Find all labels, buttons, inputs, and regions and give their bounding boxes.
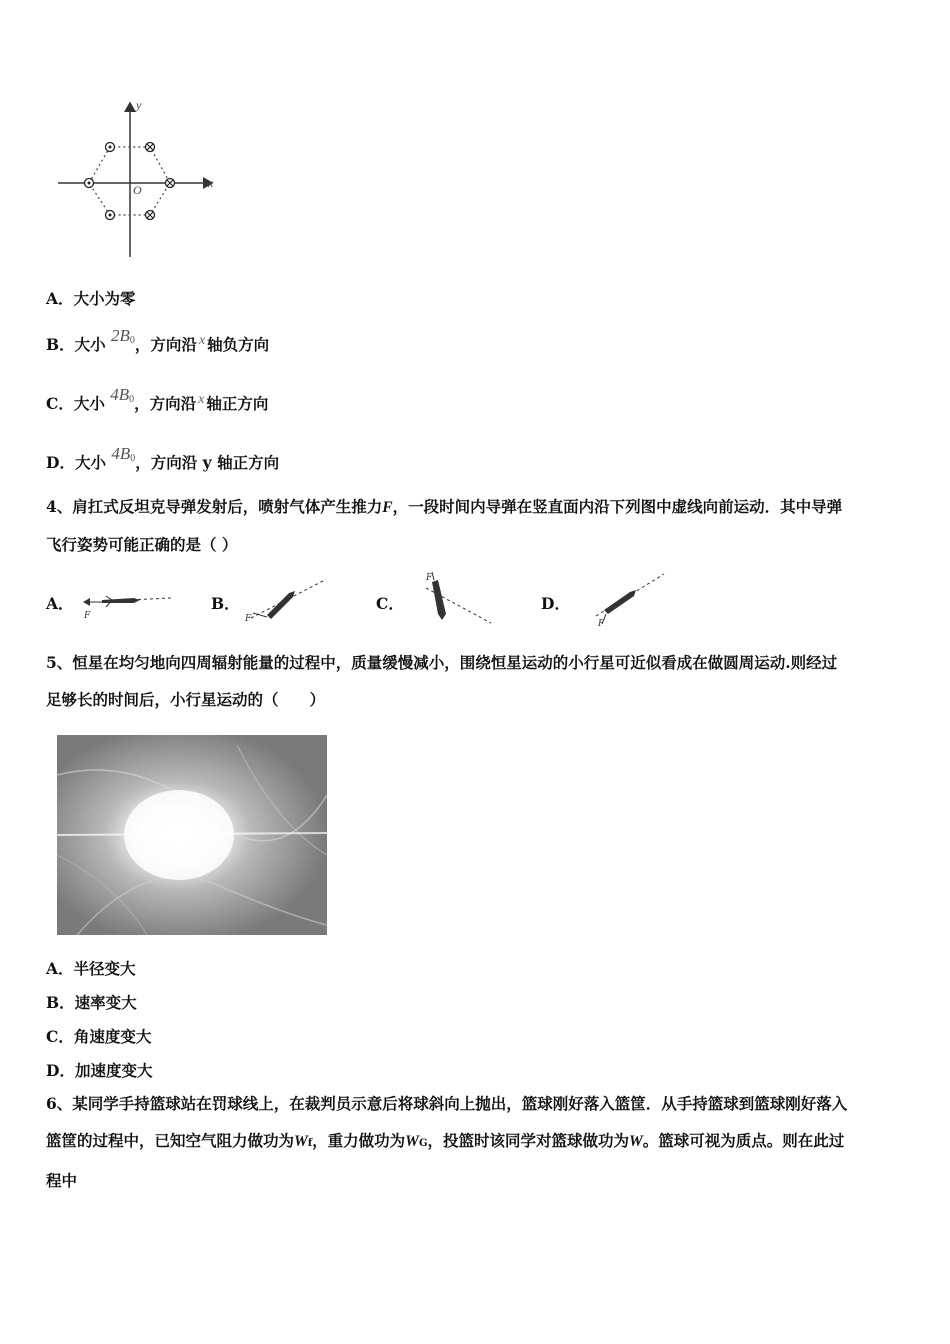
wire-out-of-page-icon: [85, 143, 115, 220]
q4-option-a-label: A．: [46, 594, 74, 613]
y-axis-label: y: [136, 98, 142, 112]
question-4-text: 4、肩扛式反坦克导弹发射后，喷射气体产生推力F，一段时间内导弹在竖直面内沿下列图中虚线向前运动．其中导弹 飞行姿势可能正确的是（ ）: [46, 497, 843, 554]
q5-option-a: A．半径变大: [46, 959, 136, 978]
force-label: F: [245, 614, 252, 624]
star-radiation-photo: [57, 735, 327, 935]
force-label: F: [598, 619, 605, 628]
question-6-text: 6、某同学手持篮球站在罚球线上，在裁判员示意后将球斜向上抛出，篮球刚好落入篮筐．从手持篮球到篮球刚好落入 篮筐的过程中，已知空气阻力做功为Wf，重力做功为WG，投篮时该同学对篮球做功为W。篮球可视为质点。则在此过 程中: [46, 1094, 848, 1190]
q5-option-b: B．速率变大: [46, 993, 137, 1012]
force-label: F: [84, 611, 91, 621]
missile-option-b-figure: [241, 573, 331, 628]
question-5-text: 5、恒星在均匀地向四周辐射能量的过程中，质量缓慢减小，围绕恒星运动的小行星可近似看成在做圆周运动.则经过 足够长的时间后，小行星运动的（ ）: [46, 653, 838, 709]
question-4-options: [46, 568, 746, 628]
wire-into-page-icon: [146, 143, 175, 220]
q4-option-b-label: B．: [211, 594, 240, 613]
q5-option-d: D．加速度变大: [46, 1061, 153, 1080]
missile-option-c-figure: [416, 568, 501, 628]
hexagon-coordinate-diagram: [50, 95, 225, 265]
q3-option-d: D．大小 4B0，方向沿 y 轴正方向: [46, 444, 280, 472]
missile-option-d-figure: [576, 568, 671, 628]
origin-label: O: [133, 183, 142, 197]
q3-option-b: B．大小 2B0，方向沿 x 轴负方向: [46, 326, 270, 354]
q4-option-c-label: C．: [376, 594, 404, 613]
q3-option-a: A．大小为零: [46, 289, 136, 308]
q3-option-c: C．大小 4B0，方向沿 x 轴正方向: [46, 385, 269, 413]
q5-option-c: C．角速度变大: [46, 1027, 152, 1046]
q4-option-d-label: D．: [541, 594, 570, 613]
missile-option-a-figure: [76, 580, 176, 625]
force-label: F: [426, 573, 433, 583]
x-axis-label: x: [208, 176, 214, 190]
